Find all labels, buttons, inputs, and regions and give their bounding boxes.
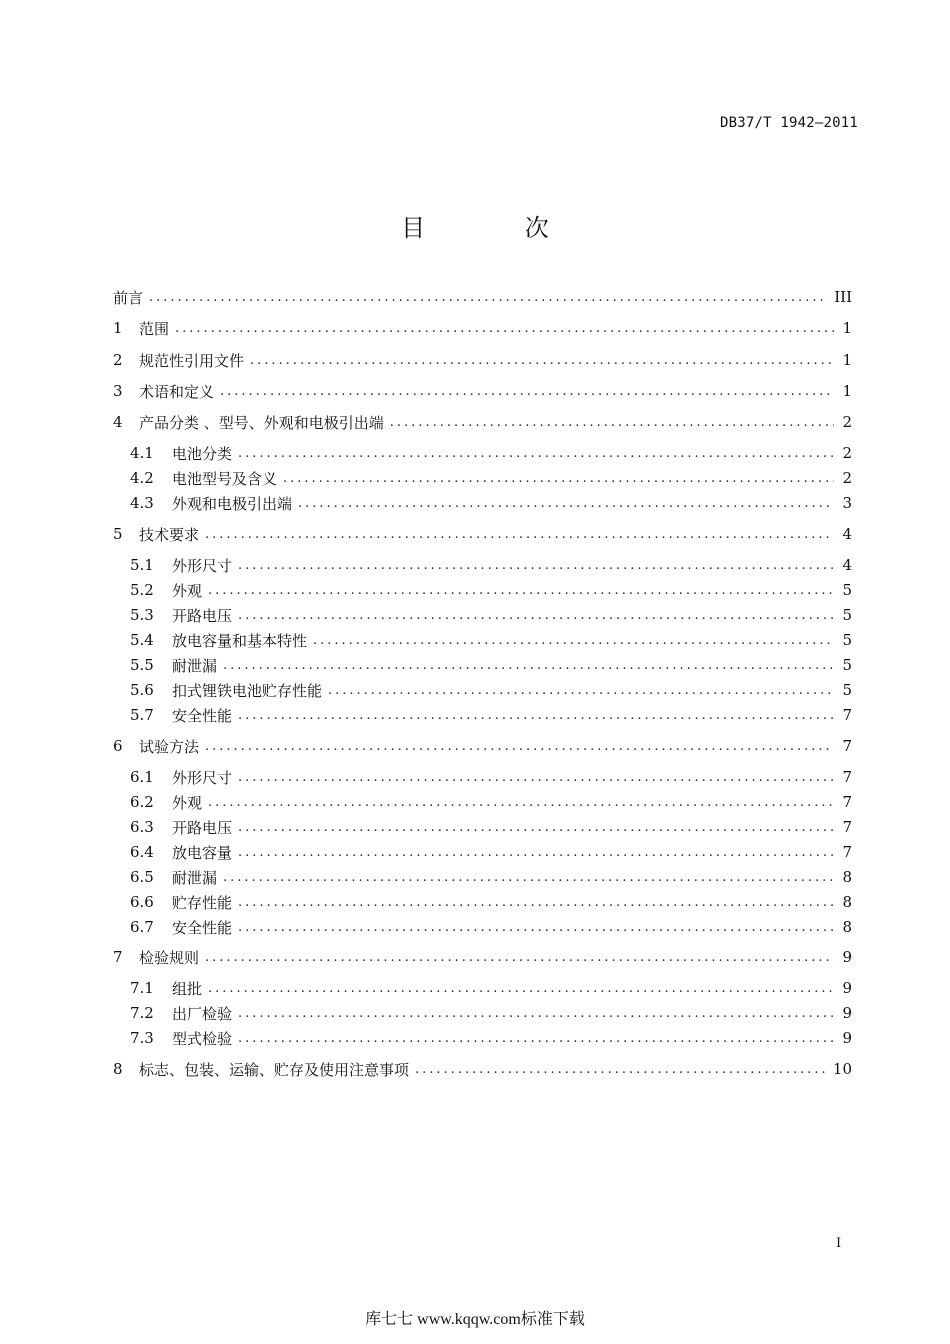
toc-entry-label: 产品分类 、型号、外观和电极引出端 [139,413,384,432]
toc-entry-number: 4.3 [130,494,154,512]
toc-entry-page: 1 [842,351,852,369]
toc-subentry[interactable] [130,791,852,813]
toc-leader-dots [208,795,834,810]
page-number: I [836,1236,842,1251]
toc-entry[interactable] [113,735,852,757]
toc-entry-page: 2 [842,469,852,487]
toc-entry-page: 7 [842,793,852,811]
toc-entry-page: 8 [842,893,852,911]
toc-entry-number: 6.7 [130,918,154,936]
toc-entry-number: 5.2 [130,581,154,599]
toc-entry-number: 6.3 [130,818,154,836]
toc-entry-page: 4 [842,556,852,574]
toc-entry-number: 6.5 [130,868,154,886]
document-code: DB37/T 1942—2011 [719,115,858,131]
toc-subentry[interactable] [130,816,852,838]
toc-subentry[interactable] [130,766,852,788]
toc-entry-label: 贮存性能 [172,893,233,912]
toc-entry-number: 6.4 [130,843,154,861]
toc-entry[interactable] [113,349,852,371]
toc-entry-number: 4 [113,413,123,431]
toc-leader-dots [283,471,834,486]
toc-entry-page: 1 [842,382,852,400]
toc-entry-number: 5 [113,525,123,543]
toc-subentry[interactable] [130,467,852,489]
toc-entry-label: 电池分类 [172,444,233,463]
toc-leader-dots [415,1062,827,1077]
toc-entry-number: 5.1 [130,556,154,574]
toc-entry-label: 型式检验 [172,1029,233,1048]
toc-subentry[interactable] [130,604,852,626]
toc-entry[interactable] [113,380,852,402]
toc-entry-label: 规范性引用文件 [139,351,245,370]
toc-leader-dots [223,870,834,885]
toc-entry-label: 电池型号及含义 [172,469,278,488]
toc-subentry[interactable] [130,977,852,999]
toc-subentry[interactable] [130,866,852,888]
toc-entry-page: 7 [842,737,852,755]
toc-subentry[interactable] [130,492,852,514]
toc-entry-page: 2 [842,444,852,462]
toc-entry-page: III [834,288,852,306]
toc-subentry[interactable] [130,704,852,726]
toc-entry-foreword[interactable] [113,286,852,308]
toc-entry-label: 外形尺寸 [172,556,233,575]
toc-entry-label: 组批 [172,979,203,998]
toc-entry-label: 范围 [139,319,170,338]
toc-leader-dots [205,950,834,965]
toc-title: 目 次 [401,214,595,242]
footer-watermark: 库七七 www.kqqw.com标准下载 [365,1311,585,1328]
toc-entry-page: 7 [842,818,852,836]
toc-leader-dots [238,558,834,573]
toc-entry-number: 7 [113,948,123,966]
toc-subentry[interactable] [130,841,852,863]
toc-entry-label: 放电容量 [172,843,233,862]
toc-entry-label: 外观 [172,581,203,600]
toc-leader-dots [149,290,828,305]
toc-leader-dots [223,658,834,673]
toc-entry-label: 技术要求 [139,525,200,544]
toc-entry-page: 2 [842,413,852,431]
toc-leader-dots [250,353,834,368]
toc-leader-dots [205,527,834,542]
toc-entry[interactable] [113,1058,852,1080]
toc-entry-page: 5 [842,606,852,624]
toc-entry-number: 8 [113,1060,123,1078]
toc-subentry[interactable] [130,654,852,676]
toc-entry-label: 前言 [113,288,144,307]
toc-entry-label: 开路电压 [172,818,233,837]
toc-leader-dots [298,496,834,511]
toc-entry-label: 耐泄漏 [172,656,218,675]
toc-entry-label: 试验方法 [139,737,200,756]
toc-leader-dots [238,845,834,860]
toc-entry-number: 2 [113,351,123,369]
toc-entry-number: 1 [113,319,123,337]
toc-entry-label: 检验规则 [139,948,200,967]
toc-leader-dots [205,739,834,754]
toc-subentry[interactable] [130,579,852,601]
toc-entry-number: 6 [113,737,123,755]
toc-entry-label: 外观和电极引出端 [172,494,293,513]
toc-subentry[interactable] [130,679,852,701]
toc-leader-dots [238,820,834,835]
toc-entry-page: 5 [842,631,852,649]
toc-leader-dots [238,895,834,910]
toc-leader-dots [238,708,834,723]
toc-entry-page: 5 [842,656,852,674]
toc-entry-number: 7.2 [130,1004,154,1022]
toc-entry-page: 9 [842,979,852,997]
toc-subentry[interactable] [130,916,852,938]
toc-subentry[interactable] [130,1002,852,1024]
toc-subentry[interactable] [130,442,852,464]
toc-entry-label: 开路电压 [172,606,233,625]
toc-entry-label: 扣式锂铁电池贮存性能 [172,681,323,700]
toc-leader-dots [328,683,834,698]
toc-entry[interactable] [113,523,852,545]
toc-leader-dots [390,415,834,430]
toc-entry-number: 5.7 [130,706,154,724]
toc-entry-page: 9 [842,1029,852,1047]
toc-leader-dots [208,981,834,996]
toc-entry-page: 7 [842,843,852,861]
toc-leader-dots [238,1031,834,1046]
toc-entry-number: 6.2 [130,793,154,811]
toc-leader-dots [313,633,834,648]
toc-entry-label: 术语和定义 [139,382,215,401]
toc-entry-number: 4.2 [130,469,154,487]
toc-leader-dots [175,321,834,336]
toc-entry-page: 9 [842,1004,852,1022]
toc-entry-page: 4 [842,525,852,543]
toc-entry-number: 7.3 [130,1029,154,1047]
toc-subentry[interactable] [130,554,852,576]
toc-entry-page: 1 [842,319,852,337]
toc-entry-page: 7 [842,768,852,786]
toc-subentry[interactable] [130,1027,852,1049]
toc-entry-number: 6.6 [130,893,154,911]
toc-entry-label: 安全性能 [172,918,233,937]
toc-leader-dots [238,1006,834,1021]
toc-entry-page: 3 [842,494,852,512]
toc-entry-number: 3 [113,382,123,400]
toc-entry-number: 4.1 [130,444,154,462]
toc-entry[interactable] [113,411,852,433]
toc-entry-label: 标志、包装、运输、贮存及使用注意事项 [139,1060,410,1079]
toc-leader-dots [220,384,834,399]
toc-entry-label: 安全性能 [172,706,233,725]
toc-leader-dots [238,770,834,785]
toc-entry-label: 放电容量和基本特性 [172,631,308,650]
toc-leader-dots [238,446,834,461]
toc-leader-dots [208,583,834,598]
toc-leader-dots [238,920,834,935]
toc-entry-label: 外观 [172,793,203,812]
toc-entry-label: 耐泄漏 [172,868,218,887]
toc-entry-number: 6.1 [130,768,154,786]
toc-entry-number: 5.5 [130,656,154,674]
toc-entry-page: 5 [842,581,852,599]
toc-entry-page: 10 [832,1060,852,1078]
toc-entry-page: 5 [842,681,852,699]
toc-entry-number: 7.1 [130,979,154,997]
toc-entry-number: 5.3 [130,606,154,624]
toc-entry[interactable] [113,317,852,339]
toc-entry-label: 外形尺寸 [172,768,233,787]
toc-entry-page: 8 [842,918,852,936]
toc-leader-dots [238,608,834,623]
toc-subentry[interactable] [130,629,852,651]
toc-entry-page: 7 [842,706,852,724]
toc-entry[interactable] [113,946,852,968]
toc-entry-page: 8 [842,868,852,886]
toc-subentry[interactable] [130,891,852,913]
toc-entry-number: 5.6 [130,681,154,699]
toc-entry-number: 5.4 [130,631,154,649]
toc-entry-label: 出厂检验 [172,1004,233,1023]
toc-entry-page: 9 [842,948,852,966]
